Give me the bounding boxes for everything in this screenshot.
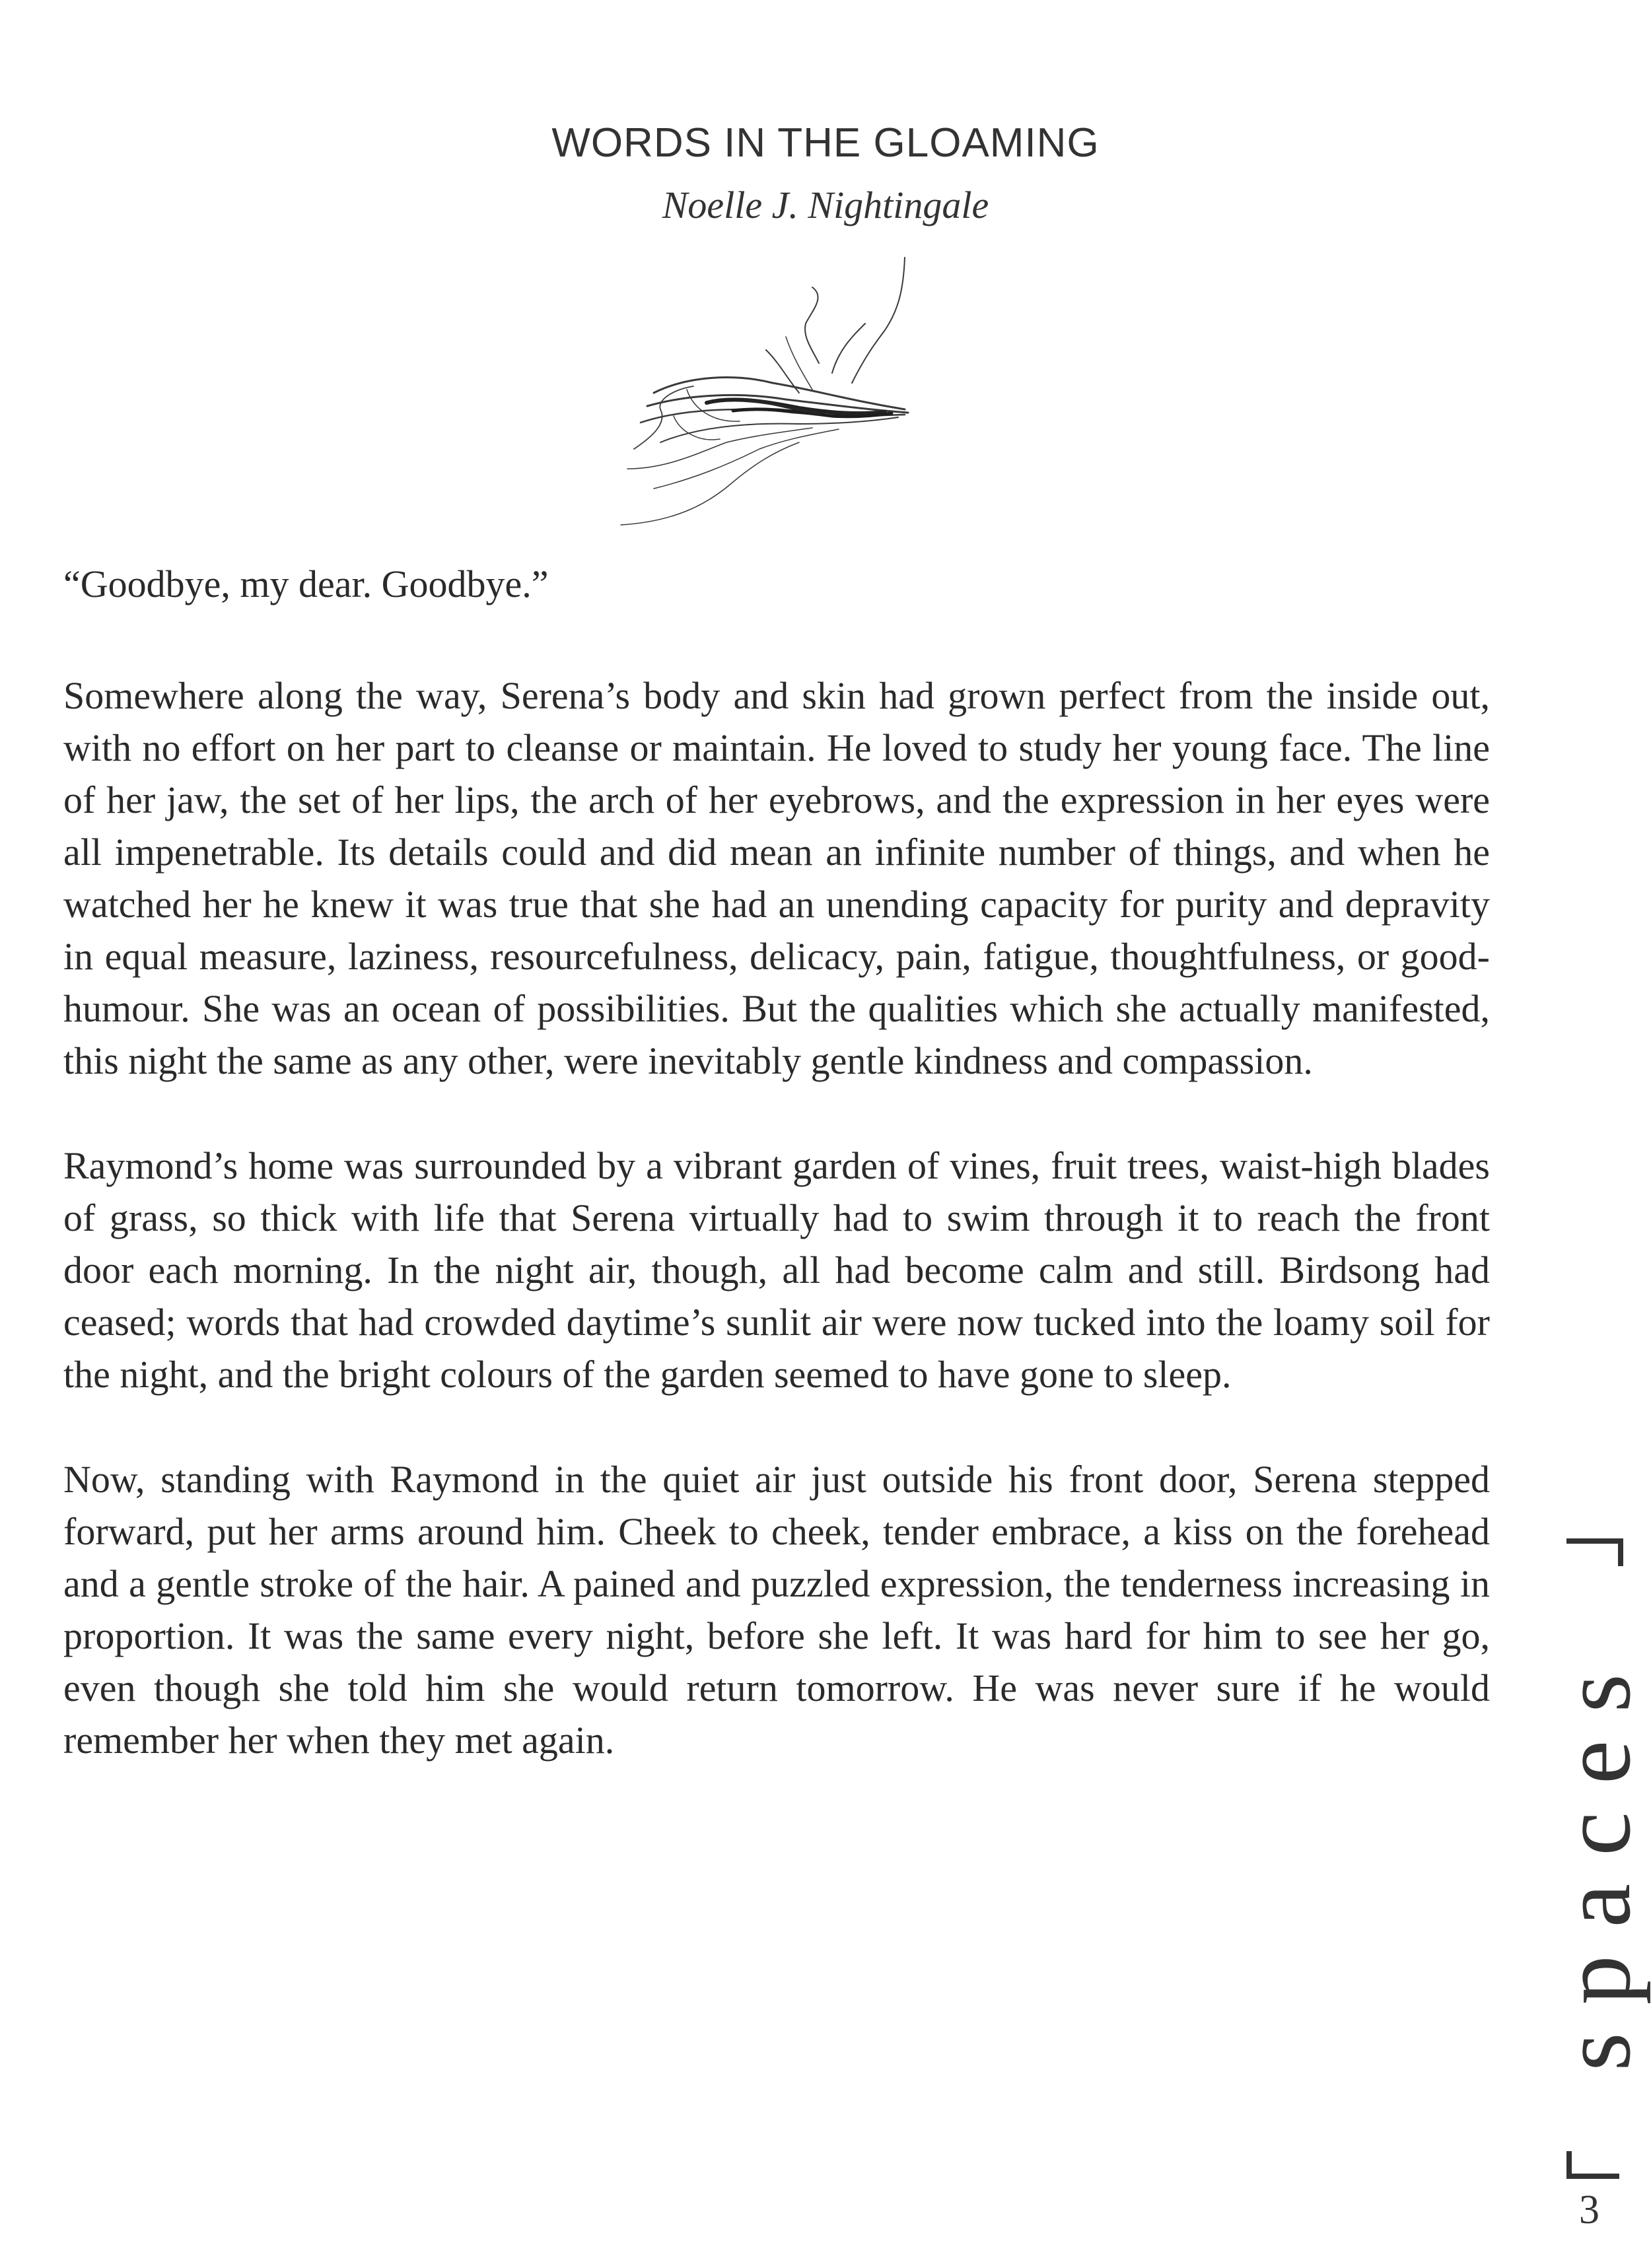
spine-word: spaces [1541,1646,1651,2071]
story-title: WORDS IN THE GLOAMING [551,120,1100,166]
ink-sketch-illustration [614,251,931,528]
page-number: 3 [1579,2187,1599,2232]
bracket-top [1566,1538,1619,1566]
bracket-bottom [1566,2151,1619,2179]
paragraph-farewell: Now, standing with Raymond in the quiet air just outside his front door, Serena stepped forward, put her arms around him. Cheek to cheek, tender embrace, a kiss on the forehead and a gentle stroke of the hair. A pained and puzzled expression, the tenderness increasing in proportion. It was the same every night, before she left. It was hard for him to see her go, even though she told him she would return tomorrow. He was never sure if he would remember her when they met again. [63,1458,1490,1762]
paragraph-garden: Raymond’s home was surrounded by a vibrant garden of vines, fruit trees, waist-high blades of grass, so thick with life that Serena virtually had to swim through it to reach the front door each morning. In the night air, though, all had become calm and still. Birdsong had ceased; words that had crowded daytime’s sunlit air were now tucked into the loamy soil for the night, and the bright colours of the garden seemed to have gone to sleep. [63,1144,1490,1396]
paragraph-serena: Somewhere along the way, Serena’s body and skin had grown perfect from the inside out, with no effort on her part to cleanse or maintain. He loved to study her young face. The line of her jaw, the set of her lips, the arch of her eyebrows, and the expression in her eyes were all impenetrable. Its details could and did mean an infinite number of things, and when he watched her he knew it was true that she had an unending capacity for purity and depravity in equal measure, laziness, resourcefulness, delicacy, pain, fatigue, thoughtfulness, or good-humour. She was an ocean of possibilities. But the qualities which she actually manifested, this night the same as any other, were inevitably gentle kindness and compassion. [63,674,1490,1082]
author-name: Noelle J. Nightingale [662,184,989,226]
story-body [63,558,1490,1819]
journal-spine-label [1541,1538,1651,2179]
opening-line: “Goodbye, my dear. Goodbye.” [63,563,549,605]
